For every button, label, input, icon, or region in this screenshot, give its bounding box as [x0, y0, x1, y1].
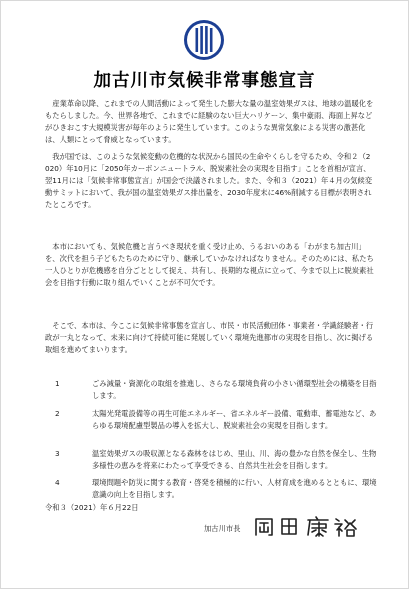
signatory-title: 加古川市長: [204, 524, 241, 533]
handwritten-signature: [252, 513, 362, 539]
paragraph-city-stance: 本市においても、気候危機と言うべき現状を重く受け止め、うるおいのある「わがまち加古川」を、次代を担う子どもたちのために守り、継承していかなければなりません。そのためには、私たち一人ひとりが危機感を自分ごととして捉え、共有し、長期的な視点に立って、今まで以上に脱炭素社会を目指す行動に取り組んでいくことが不可欠です。: [45, 242, 374, 287]
document-title: 加古川市気候非常事態宣言: [93, 71, 316, 91]
item-number: 2: [55, 409, 60, 418]
item-number: 3: [55, 449, 60, 458]
paragraph-declaration: そこで、本市は、今ここに気候非常事態を宣言し、市民・市民活動団体・事業者・学識経験者・行政が一丸となって、未来に向けて持続可能に発展していく環境先進都市の実現を目指し、次に掲げる取組を進めてまいります。: [45, 321, 374, 354]
item-number: 1: [55, 379, 60, 388]
item-text: 温室効果ガスの吸収源となる森林をはじめ、里山、川、海の豊かな自然を保全し、生物多様性の恵みを将来にわたって享受できる、自然共生社会を目指します。: [92, 449, 377, 470]
item-number: 4: [55, 478, 60, 487]
declaration-date: 令和３（2021）年６月22日: [45, 503, 139, 512]
item-text: 環境問題や防災に関する教育・啓発を積極的に行い、人材育成を進めるとともに、環境意識の向上を目指します。: [92, 478, 377, 499]
paragraph-national-policy: 我が国では、このような気候変動の危機的な状況から国民の生命やくらしを守るため、令和２（2020）年10月に「2050年カーボンニュートラル、脱炭素社会の実現を目指す」ことを首相が宣言、翌11月には「気候非常事態宣言」が国会で決議されました。また、令和３（2021）年４月の気候変動サミットにおいて、我が国の温室効果ガス排出量を、2030年度末に46%削減する目標が表明されたところです。: [45, 152, 373, 209]
item-text: 太陽光発電設備等の再生可能エネルギー、省エネルギー設備、電動車、蓄電池など、あらゆる環境配慮型製品の導入を拡大し、脱炭素社会の実現を目指します。: [92, 409, 377, 430]
city-emblem-icon: [183, 19, 225, 61]
paragraph-background: 産業革命以降、これまでの人間活動によって発生した膨大な量の温室効果ガスは、地球の温暖化をもたらしました。今、世界各地で、これまでに経験のない巨大ハリケーン、集中豪雨、海面上昇などがひきおこす大規模災害が毎年のように発生しています。このような異常気象による災害の激甚化は、人類にとって脅威となっています。: [45, 99, 374, 144]
item-text: ごみ減量・資源化の取組を推進し、さらなる環境負荷の小さい循環型社会の構築を目指します。: [92, 379, 377, 400]
